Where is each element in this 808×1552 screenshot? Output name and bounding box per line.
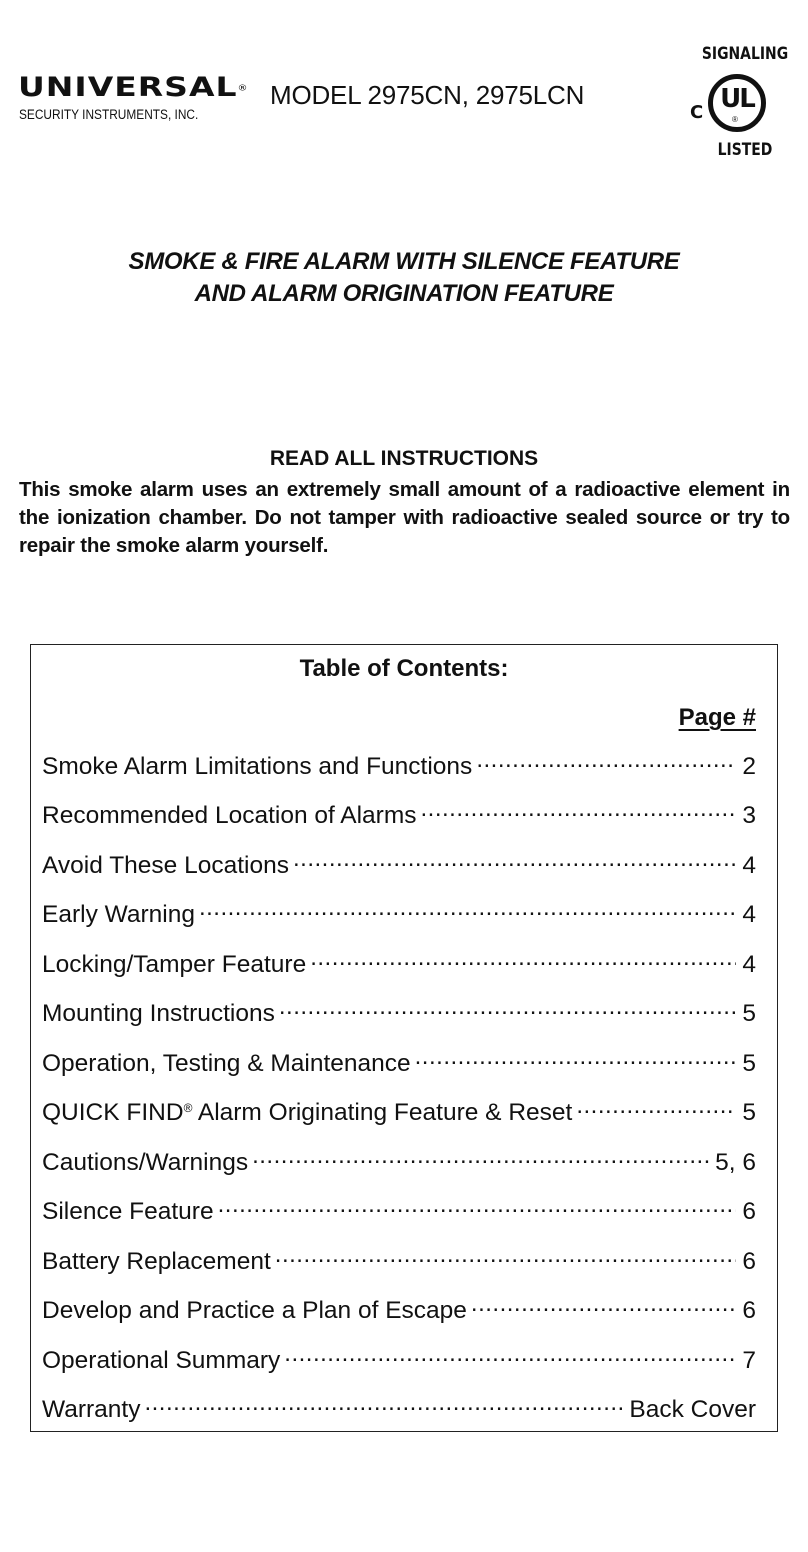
toc-entry-label: Recommended Location of Alarms — [42, 802, 417, 829]
table-of-contents — [30, 644, 778, 1432]
toc-entry-page: 4 — [742, 851, 756, 879]
toc-entry — [42, 947, 756, 997]
radioactive-warning-text: This smoke alarm uses an extremely small amount of a radioactive element in the ionization chamber. Do not tamper with radioactive sealed source or try to repair the smoke alarm yourself. — [19, 478, 790, 557]
toc-entry-page: 3 — [742, 802, 756, 829]
toc-page-header: Page # — [678, 704, 756, 731]
toc-entry — [42, 1195, 756, 1245]
toc-entry-label: Early Warning — [42, 901, 195, 928]
brand-subtitle: SECURITY INSTRUMENTS, INC. — [19, 107, 199, 122]
toc-leader-dots — [421, 799, 737, 824]
toc-leader-dots — [275, 1244, 737, 1269]
toc-leader-dots — [284, 1343, 736, 1368]
toc-entry-page: 7 — [742, 1346, 756, 1374]
toc-entry — [42, 1343, 756, 1393]
toc-entry-label: Develop and Practice a Plan of Escape — [42, 1297, 467, 1324]
toc-entry — [42, 997, 756, 1047]
read-instructions-heading: READ ALL INSTRUCTIONS — [269, 447, 539, 470]
toc-entry — [42, 1294, 756, 1344]
toc-entry-label: Operational Summary — [42, 1346, 281, 1374]
toc-entry-page: 5 — [742, 1099, 756, 1126]
toc-entry-page: 6 — [742, 1247, 756, 1275]
registered-mark: ® — [183, 1101, 193, 1115]
toc-entry — [42, 1096, 756, 1146]
toc-entry-page: 2 — [742, 752, 756, 780]
toc-entry-label: Smoke Alarm Limitations and Functions — [42, 752, 473, 780]
toc-list — [42, 749, 756, 1442]
title-line-2: AND ALARM ORIGINATION FEATURE — [194, 280, 614, 307]
toc-entry-label: Mounting Instructions — [42, 1000, 275, 1027]
toc-entry-page: 5 — [742, 1049, 756, 1077]
toc-leader-dots — [252, 1145, 709, 1170]
toc-leader-dots — [471, 1294, 736, 1319]
toc-entry-label: Warranty — [42, 1396, 141, 1423]
toc-entry-page: 5 — [742, 1000, 756, 1027]
toc-entry-label: Locking/Tamper Feature — [42, 950, 307, 978]
toc-leader-dots — [218, 1195, 737, 1220]
toc-entry-label: QUICK FIND® Alarm Originating Feature & Reset — [42, 1099, 573, 1126]
toc-leader-dots — [144, 1393, 623, 1418]
toc-leader-dots — [576, 1096, 736, 1121]
toc-entry-label: Battery Replacement — [42, 1247, 271, 1275]
toc-entry — [42, 1393, 756, 1443]
toc-leader-dots — [293, 848, 736, 873]
toc-leader-dots — [476, 749, 736, 774]
toc-entry — [42, 1145, 756, 1195]
ul-c-letter: C — [690, 102, 704, 123]
toc-leader-dots — [310, 947, 736, 972]
brand-registered-mark: ® — [237, 83, 249, 93]
toc-leader-dots — [415, 1046, 737, 1071]
toc-entry-label: Avoid These Locations — [42, 851, 289, 879]
toc-entry-label: Silence Feature — [42, 1198, 214, 1225]
toc-entry — [42, 898, 756, 948]
toc-entry — [42, 1046, 756, 1096]
toc-entry — [42, 799, 756, 849]
brand-logo — [18, 70, 249, 122]
model-number: MODEL 2975CN, 2975LCN — [270, 80, 585, 110]
ul-signaling-label: SIGNALING — [701, 44, 789, 64]
toc-entry — [42, 749, 756, 799]
toc-leader-dots — [279, 997, 736, 1022]
toc-entry — [42, 848, 756, 898]
ul-listed-label: LISTED — [717, 140, 773, 160]
toc-leader-dots — [199, 898, 736, 923]
document-title — [0, 246, 808, 310]
ul-letters: UL — [720, 84, 754, 114]
toc-title: Table of Contents: — [299, 655, 509, 682]
toc-entry-page: 6 — [742, 1198, 756, 1225]
title-line-1: SMOKE & FIRE ALARM WITH SILENCE FEATURE — [128, 248, 680, 275]
toc-entry-page: 4 — [742, 901, 756, 928]
toc-entry-label: Operation, Testing & Maintenance — [42, 1049, 411, 1077]
brand-name: UNIVERSAL® — [18, 70, 249, 103]
toc-entry-label: Cautions/Warnings — [42, 1148, 249, 1176]
ul-listed-mark — [686, 42, 796, 167]
toc-entry-page: 6 — [742, 1297, 756, 1324]
toc-entry — [42, 1244, 756, 1294]
toc-entry-page: 4 — [742, 950, 756, 978]
ul-registered-mark: ® — [732, 115, 738, 124]
toc-entry-page: 5, 6 — [715, 1148, 756, 1176]
toc-entry-page: Back Cover — [629, 1396, 756, 1423]
